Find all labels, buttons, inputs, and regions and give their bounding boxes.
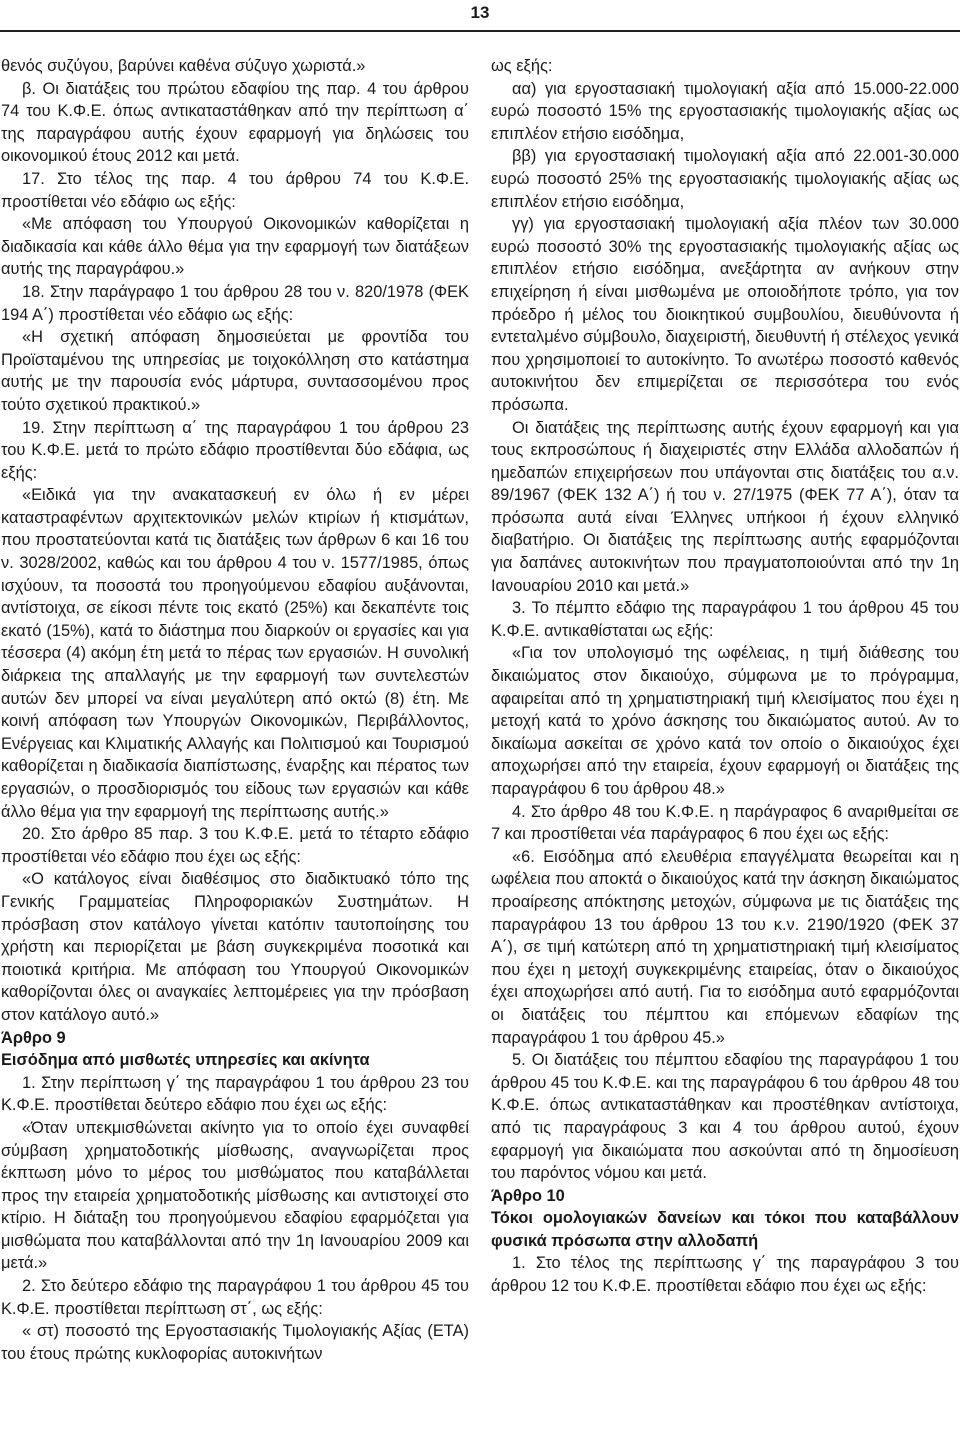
article-heading: Άρθρο 10 — [491, 1186, 565, 1205]
paragraph: 19. Στην περίπτωση α΄ της παραγράφου 1 του άρθρου 23 του Κ.Φ.Ε. μετά το πρώτο εδάφιο προστίθενται δύο εδάφια, ως εξής: — [1, 418, 469, 482]
paragraph: 20. Στο άρθρο 85 παρ. 3 του Κ.Φ.Ε. μετά το τέταρτο εδάφιο προστίθεται νέο εδάφιο που έχει ως εξής: — [1, 825, 469, 866]
paragraph: «Για τον υπολογισμό της ωφέλειας, η τιμή διάθεσης του δικαιώματος στον δικαιούχο, σύμφωνα με το πρόγραμμα, αφαιρείται από τη χρηματιστηριακή τιμή κλεισίματος που έχει η μετοχή κατά το χρόνο άσκησης του δικαιώματος αυτού. Αν το δικαίωμα ασκείται σε χρόνο κατά τον οποίο ο δικαιούχος έχει αποχωρήσει από την εταιρεία, έχουν εφαρμογή οι διατάξεις της παραγράφου 6 του άρθρου 48.» — [491, 644, 959, 798]
paragraph: 3. Το πέμπτο εδάφιο της παραγράφου 1 του άρθρου 45 του Κ.Φ.Ε. αντικαθίσταται ως εξής: — [491, 599, 959, 640]
paragraph: 2. Στο δεύτερο εδάφιο της παραγράφου 1 του άρθρου 45 του Κ.Φ.Ε. προστίθεται περίπτωση στ΄, ως εξής: — [1, 1277, 469, 1318]
paragraph: 17. Στο τέλος της παρ. 4 του άρθρου 74 του Κ.Φ.Ε. προστίθεται νέο εδάφιο ως εξής: — [1, 169, 469, 211]
left-column — [1, 55, 469, 1365]
header-rule — [0, 30, 960, 32]
paragraph: β. Οι διατάξεις του πρώτου εδαφίου της παρ. 4 του άρθρου 74 του Κ.Φ.Ε. όπως αντικαταστάθηκαν από την περίπτωση α΄ της παραγράφου αυτής έχουν εφαρμογή για δηλώσεις του οικονομικού έτους 2012 και μετά. — [1, 79, 469, 166]
paragraph: αα) για εργοστασιακή τιμολογιακή αξία από 15.000-22.000 ευρώ ποσοστό 15% της εργοστασιακής τιμολογιακής αξίας ως επιπλέον ετήσιο εισόδημα, — [491, 79, 959, 143]
paragraph: 1. Στο τέλος της περίπτωσης γ΄ της παραγράφου 3 του άρθρου 12 του Κ.Φ.Ε. προστίθεται εδάφιο που έχει ως εξής: — [491, 1254, 959, 1296]
paragraph: «Η σχετική απόφαση δημοσιεύεται με φροντίδα του Προϊσταμένου της υπηρεσίας με τοιχοκόλληση στο κατάστημα αυτής με την παρουσία ενός μάρτυρα, συντασσομένου προς τούτο σχετικού πρακτικού.» — [1, 328, 469, 414]
page-number: 13 — [470, 3, 490, 22]
paragraph: ββ) για εργοστασιακή τιμολογιακή αξία από 22.001-30.000 ευρώ ποσοστό 25% της εργοστασιακής τιμολογιακής αξίας ως επιπλέον ετήσιο εισόδημα, — [491, 147, 959, 211]
paragraph: «6. Εισόδημα από ελευθέρια επαγγέλματα θεωρείται και η ωφέλεια που αποκτά ο δικαιούχος κατά την άσκηση δικαιώματος προαίρεσης απόκτησης μετοχών, σύμφωνα με τις διατάξεις της παραγράφου 13 του άρθρου 13 του κ.ν. 2190/1920 (ΦΕΚ 37 Α΄), σε τιμή κατώτερη από τη χρηματιστηριακή τιμή κλεισίματος που έχει η μετοχή συγκεκριμένης εταιρείας, όταν ο δικαιούχος έχει αποχωρήσει από αυτή. Για το εισόδημα αυτό εφαρμόζονται οι διατάξεις του πέμπτου και επόμενων εδαφίων της παραγράφου 1 του άρθρου 45.» — [491, 847, 959, 1047]
article-title: Τόκοι ομολογιακών δανείων και τόκοι που καταβάλλουν φυσικά πρόσωπα στην αλλοδαπή — [491, 1209, 959, 1250]
paragraph: 5. Οι διατάξεις του πέμπτου εδαφίου της παραγράφου 1 του άρθρου 45 του Κ.Φ.Ε. και της παραγράφου 6 του άρθρου 48 του Κ.Φ.Ε. όπως αντικαταστάθηκαν και προστέθηκαν αντίστοιχα, από τις παραγράφους 3 και 4 του άρθρου αυτού, έχουν εφαρμογή για δικαιώματα που ασκούνται από τη δημοσίευση του παρόντος νόμου και μετά. — [491, 1051, 959, 1183]
article-title: Εισόδημα από μισθωτές υπηρεσίες και ακίνητα — [1, 1051, 370, 1070]
article-heading: Άρθρο 9 — [1, 1028, 66, 1047]
paragraph: γγ) για εργοστασιακή τιμολογιακή αξία πλέον των 30.000 ευρώ ποσοστό 30% της εργοστασιακής τιμολογιακής αξίας ως επιπλέον ετήσιο εισόδημα, ανεξάρτητα αν ανήκουν στην επιχείρηση ή είναι μισθωμένα με οποιοδήποτε τρόπο, για τον πρόεδρο ή μέλος του διοικητικού συμβουλίου, διευθύνοντα ή εντεταλμένο σύμβουλο, διαχειριστή, διευθυντή ή στέλεχος γενικά που χρησιμοποιεί το αυτοκίνητο. Το ανωτέρω ποσοστό καθενός αυτοκινήτου δεν επιμερίζεται σε περισσότερα του ενός πρόσωπα. — [491, 215, 959, 414]
paragraph: «Ο κατάλογος είναι διαθέσιμος στο διαδικτυακό τόπο της Γενικής Γραμματείας Πληροφοριακών Συστημάτων. Η πρόσβαση στον κατάλογο γίνεται κατόπιν ταυτοποίησης του χρήστη και περιορίζεται με βάση συγκεκριμένα ποσοτικά και ποιοτικά κριτήρια. Με απόφαση του Υπουργού Οικονομικών καθορίζονται όλες οι αναγκαίες λεπτομέρειες για την πρόσβαση στον κατάλογο αυτό.» — [1, 870, 469, 1024]
paragraph: 18. Στην παράγραφο 1 του άρθρου 28 του ν. 820/1978 (ΦΕΚ 194 Α΄) προστίθεται νέο εδάφιο ως εξής: — [1, 282, 469, 324]
paragraph: «Όταν υπεκμισθώνεται ακίνητο για το οποίο έχει συναφθεί σύμβαση χρηματοδοτικής μίσθωσης, αναγνωρίζεται προς έκπτωση μόνο το μέρος του μισθώματος που καταβάλλεται προς την εταιρεία χρηματοδοτικής μίσθωσης και αντιστοιχεί στο κτίριο. Η διάταξη του προηγούμενου εδαφίου εφαρμόζεται για μισθώματα που καταβάλλονται από την 1η Ιανουαρίου 2009 και μετά.» — [1, 1118, 469, 1273]
paragraph: ως εξής: — [491, 57, 553, 75]
paragraph: « στ) ποσοστό της Εργοστασιακής Τιμολογιακής Αξίας (ΕΤΑ) του έτους πρώτης κυκλοφορίας αυτοκινήτων — [1, 1322, 469, 1363]
paragraph: 1. Στην περίπτωση γ΄ της παραγράφου 1 του άρθρου 23 του Κ.Φ.Ε. προστίθεται δεύτερο εδάφιο που έχει ως εξής: — [1, 1073, 469, 1115]
right-column — [491, 55, 959, 1298]
paragraph: «Με απόφαση του Υπουργού Οικονομικών καθορίζεται η διαδικασία και κάθε άλλο θέμα για την εφαρμογή των διατάξεων αυτής της παραγράφου.» — [1, 215, 469, 279]
paragraph: θενός συζύγου, βαρύνει καθένα σύζυγο χωριστά.» — [1, 57, 366, 75]
paragraph: 4. Στο άρθρο 48 του Κ.Φ.Ε. η παράγραφος 6 αναριθμείται σε 7 και προστίθεται νέα παράγραφος 6 που έχει ως εξής: — [491, 802, 959, 844]
paragraph: «Ειδικά για την ανακατασκευή εν όλω ή εν μέρει καταστραφέντων αρχιτεκτονικών μελών κτιρίων ή κτισμάτων, που προστατεύονται κατά τις διατάξεις των άρθρων 6 και 16 του ν. 3028/2002, καθώς και του άρθρου 4 του ν. 1577/1985, όπως ισχύουν, τα ποσοστά του προηγούμενου εδαφίου αυξάνονται, αντίστοιχα, σε είκοσι πέντε τοις εκατό (25%) και δεκαπέντε τοις εκατό (15%), κατά το διάστημα που διαρκούν οι εργασίες και για τέσσερα (4) ακόμη έτη μετά το πέρας των εργασιών. Η συνολική διάρκεια της απαλλαγής με την εφαρμογή των συντελεστών αυτών δεν μπορεί να είναι μεγαλύτερη από οκτώ (8) έτη. Με κοινή απόφαση των Υπουργών Οικονομικών, Περιβάλλοντος, Ενέργειας και Κλιματικής Αλλαγής και Πολιτισμού και Τουρισμού καθορίζεται η διαδικασία διαπίστωσης, έναρξης και πέρατος των εργασιών, ο προσδιορισμός του είδους των εργασιών και κάθε άλλο θέμα για την εφαρμογή της περίπτωσης αυτής.» — [1, 486, 469, 821]
paragraph: Οι διατάξεις της περίπτωσης αυτής έχουν εφαρμογή και για τους εκπροσώπους ή διαχειριστές στην Ελλάδα αλλοδαπών ή ημεδαπών επιχειρήσεων που υπάγονται στις διατάξεις του α.ν. 89/1967 (ΦΕΚ 132 Α΄) ή του ν. 27/1975 (ΦΕΚ 77 Α΄), όταν τα πρόσωπα αυτά είναι Έλληνες υπήκοοι ή έχουν ελληνικό διαβατήριο. Οι διατάξεις της περίπτωσης αυτής εφαρμόζονται για δαπάνες αυτοκινήτων που πραγματοποιούνται από την 1η Ιανουαρίου 2010 και μετά.» — [491, 418, 959, 595]
